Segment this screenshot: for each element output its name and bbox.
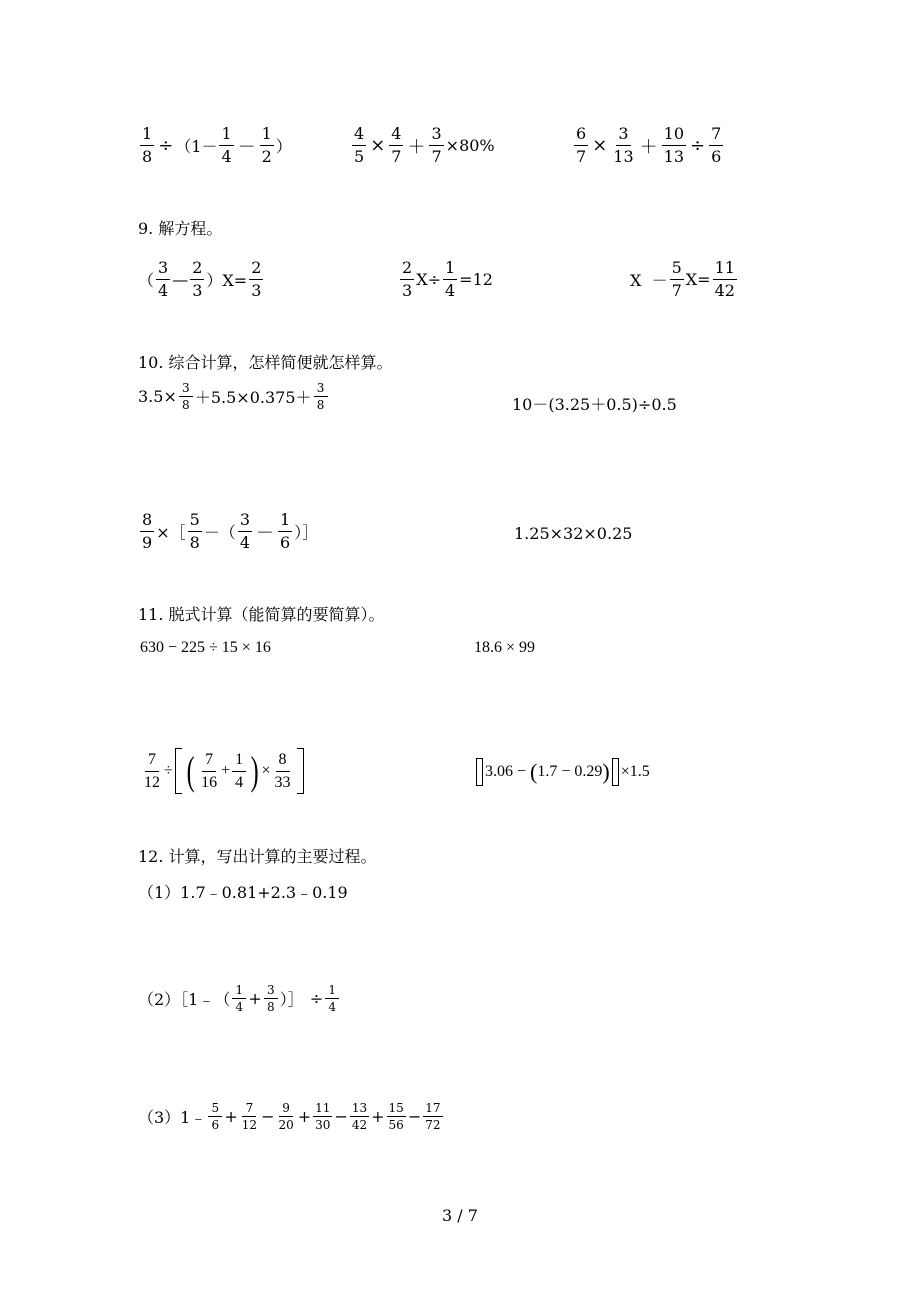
text: －（ xyxy=(203,523,236,542)
fraction: $\frac{3}{8}$ xyxy=(314,382,328,411)
expr-row1-3 xyxy=(572,126,725,165)
fraction: $\frac{2}{3}$ xyxy=(251,258,262,300)
text: ）X= xyxy=(206,271,248,290)
operator: × xyxy=(592,135,608,156)
fraction: $\frac{4}{5}$ xyxy=(354,124,365,166)
fraction: $\frac{17}{72}$ xyxy=(425,1101,441,1132)
text: ＋5.5×0.375＋ xyxy=(194,388,312,407)
page-number: 3 / 7 xyxy=(442,1206,478,1225)
text: ）］ xyxy=(279,990,304,1009)
fraction: $\frac{7}{12}$ xyxy=(241,1101,258,1132)
fraction: $\frac{1}{4}$ xyxy=(444,258,456,300)
expr-row1-1 xyxy=(138,126,292,165)
right-paren: ) xyxy=(250,748,259,793)
text: X － xyxy=(630,271,668,290)
fraction: $\frac{1}{2}$ xyxy=(261,124,272,166)
expr-11-4 xyxy=(474,758,650,786)
equation-9-2 xyxy=(398,260,493,299)
fraction: $\frac{15}{56}$ xyxy=(388,1101,404,1132)
question-9-heading: 9. 解方程。 xyxy=(138,219,223,238)
expr-10-1 xyxy=(138,382,330,411)
fraction: $\frac{1}{4}$ xyxy=(232,984,246,1013)
fraction: $\frac{3}{4}$ xyxy=(158,258,169,300)
equation-9-3 xyxy=(630,260,739,299)
expr-10-3 xyxy=(138,512,318,551)
right-bracket xyxy=(612,758,619,786)
expr-row1-2 xyxy=(350,126,495,165)
text: （2）［1﹣（ xyxy=(138,990,231,1009)
text: ×1.5 xyxy=(620,763,650,780)
fraction: $\frac{1}{4}$ xyxy=(221,124,232,166)
expr-11-1: 630 − 225 ÷ 15 × 16 xyxy=(140,639,271,656)
expr-10-2: 10－(3.25＋0.5)÷0.5 xyxy=(512,395,677,414)
operator: + xyxy=(371,1107,385,1126)
text: 3.06 − xyxy=(485,763,531,780)
fraction: $\frac{4}{7}$ xyxy=(391,124,402,166)
operator: × xyxy=(261,762,271,779)
operator: − xyxy=(407,1107,422,1126)
question-10-heading: 10. 综合计算，怎样简便就怎样算。 xyxy=(138,353,393,372)
text: ） xyxy=(275,137,292,156)
fraction: $\frac{5}{8}$ xyxy=(189,510,200,552)
fraction: $\frac{1}{4}$ xyxy=(232,752,246,791)
operator: ＋ xyxy=(407,136,426,158)
fraction: $\frac{6}{7}$ xyxy=(576,124,587,166)
operator: + xyxy=(297,1107,312,1126)
fraction: $\frac{8}{33}$ xyxy=(274,750,291,791)
operator: － xyxy=(256,522,274,544)
right-bracket xyxy=(297,748,304,794)
left-bracket xyxy=(476,758,483,786)
right-paren: ) xyxy=(602,759,610,784)
operator: + xyxy=(221,762,231,779)
operator: — xyxy=(172,270,189,289)
text: 3.5× xyxy=(138,387,177,406)
fraction: $\frac{5}{7}$ xyxy=(671,258,682,300)
text: （1－ xyxy=(175,137,218,156)
left-bracket xyxy=(175,748,182,794)
fraction: $\frac{5}{6}$ xyxy=(208,1102,222,1131)
operator: ÷ xyxy=(158,135,174,156)
fraction: $\frac{7}{12}$ xyxy=(144,750,160,791)
text: （3）1﹣ xyxy=(138,1108,207,1127)
fraction: $\frac{3}{13}$ xyxy=(613,124,634,166)
operator: + xyxy=(224,1107,238,1126)
fraction: $\frac{9}{20}$ xyxy=(278,1101,294,1132)
expr-11-2: 18.6 × 99 xyxy=(474,639,536,656)
fraction: $\frac{10}{13}$ xyxy=(663,124,684,166)
text: ）］ xyxy=(294,523,319,542)
operator: ÷ xyxy=(690,135,706,156)
equation-9-1 xyxy=(138,260,265,299)
text: 1.7 − 0.29 xyxy=(537,763,603,780)
part-12-2 xyxy=(138,984,341,1013)
fraction: $\frac{3}{4}$ xyxy=(239,510,250,552)
text: X÷ xyxy=(416,270,441,289)
fraction: $\frac{3}{8}$ xyxy=(179,382,193,411)
fraction: $\frac{1}{4}$ xyxy=(325,984,339,1013)
question-12-heading: 12. 计算，写出计算的主要过程。 xyxy=(138,847,377,866)
question-11-heading: 11. 脱式计算（能简算的要简算）。 xyxy=(138,605,385,624)
text: （ xyxy=(138,271,155,290)
fraction: $\frac{3}{7}$ xyxy=(431,124,442,166)
text: ×80% xyxy=(445,136,495,155)
fraction: $\frac{2}{3}$ xyxy=(192,258,203,300)
fraction: $\frac{7}{16}$ xyxy=(201,750,218,791)
text: ×［ xyxy=(156,523,186,542)
left-paren: ( xyxy=(186,748,195,793)
text: X= xyxy=(685,270,711,289)
operator: ＋ xyxy=(639,136,658,158)
fraction: $\frac{11}{42}$ xyxy=(714,258,735,300)
operator: ÷ xyxy=(309,989,324,1008)
fraction: $\frac{3}{8}$ xyxy=(264,984,278,1013)
left-paren: ( xyxy=(530,759,538,784)
fraction: $\frac{13}{42}$ xyxy=(351,1101,368,1132)
operator: − xyxy=(334,1107,348,1126)
part-12-3 xyxy=(138,1102,445,1131)
fraction: $\frac{1}{8}$ xyxy=(142,124,153,166)
fraction: $\frac{2}{3}$ xyxy=(402,258,413,300)
fraction: $\frac{8}{9}$ xyxy=(142,510,153,552)
fraction: $\frac{11}{30}$ xyxy=(315,1101,331,1132)
part-12-1: （1）1.7﹣0.81+2.3﹣0.19 xyxy=(138,883,348,902)
fraction: $\frac{1}{6}$ xyxy=(280,510,291,552)
operator: − xyxy=(261,1107,275,1126)
expr-11-3 xyxy=(140,748,306,794)
fraction: $\frac{7}{6}$ xyxy=(711,124,722,166)
operator: － xyxy=(237,136,256,158)
operator: × xyxy=(370,135,386,156)
expr-10-4: 1.25×32×0.25 xyxy=(514,524,633,543)
text: =12 xyxy=(459,270,493,289)
operator: + xyxy=(248,989,262,1008)
operator: ÷ xyxy=(164,762,173,779)
